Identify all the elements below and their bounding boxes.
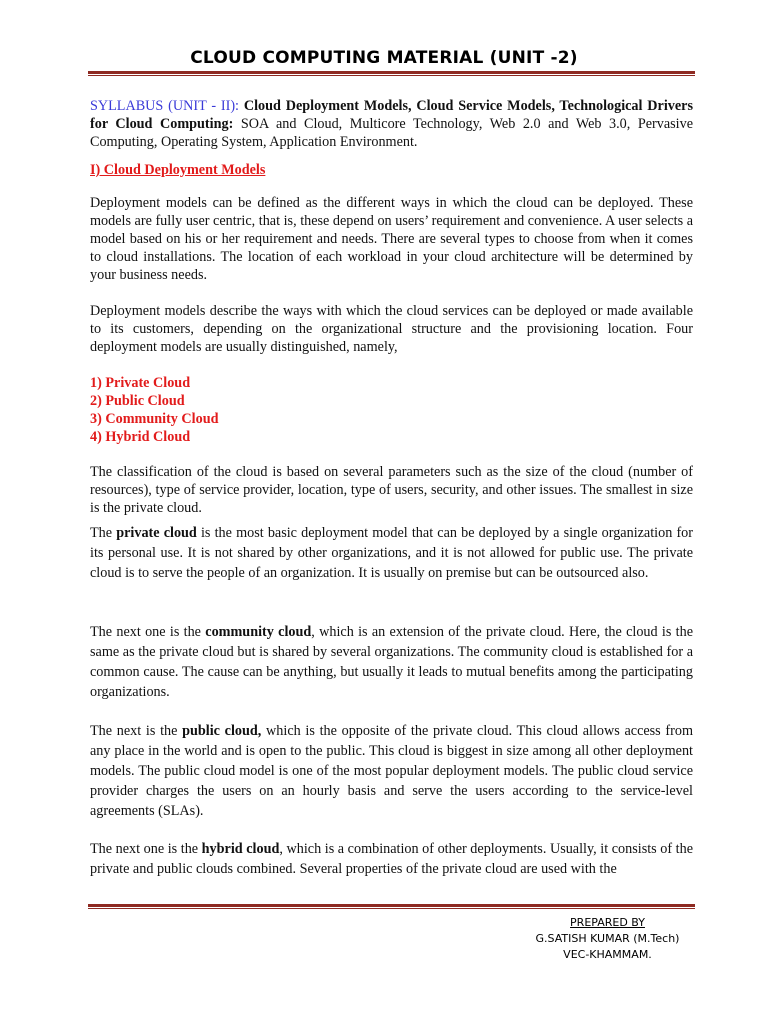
author-block [520, 915, 695, 963]
syllabus-paragraph [90, 97, 693, 151]
list-item: 4) Hybrid Cloud [90, 429, 191, 445]
text-run: , which is an extension of the private cloud. Here, the cloud is the same as the private cloud but is shared by several organizations. The community cloud is established for a common cause. The cause can be anything, but usually it leads to mutual benefits among the participating organizations. [90, 624, 693, 700]
text-run: The [90, 525, 117, 541]
term-private-cloud: private cloud [116, 525, 197, 541]
footer-rule [88, 904, 695, 909]
text-run: The next is the [90, 723, 183, 739]
author-college: VEC-KHAMMAM. [563, 948, 652, 961]
section-heading: I) Cloud Deployment Models [90, 162, 266, 178]
header-rule [88, 71, 695, 76]
paragraph-2-text: Deployment models describe the ways with which the cloud services can be deployed or made available to its customers, depending on the organizational structure and the provisioning location. Four deployment models are usually distinguished, namely, [90, 303, 693, 355]
paragraph-2 [90, 302, 693, 356]
section-heading-wrap [90, 161, 693, 179]
text-run: , which is a combination of other deployments. Usually, it consists of the private and public clouds combined. Several properties of the private cloud are used with the [90, 841, 693, 877]
syllabus-label: SYLLABUS (UNIT - II): [90, 98, 244, 114]
paragraph-private-cloud [90, 523, 693, 583]
paragraph-3 [90, 463, 693, 517]
prepared-by-label: PREPARED BY [570, 916, 645, 929]
term-public-cloud: public cloud, [182, 723, 262, 739]
page-title: CLOUD COMPUTING MATERIAL (UNIT -2) [190, 48, 578, 68]
text-run: is the most basic deployment model that can be deployed by a single organization for its personal use. It is not shared by other organizations, and it is not allowed for public use. The private cloud is to serve the people of an organization. It is usually on premise but can be outsourced also. [90, 525, 693, 581]
term-hybrid-cloud: hybrid cloud [201, 841, 280, 857]
list-item: 1) Private Cloud [90, 375, 191, 391]
paragraph-1-text: Deployment models can be defined as the different ways in which the cloud can be deployed. These models are fully user centric, that is, these depend on users’ requirement and convenience. A user selects a model based on his or her requirement and needs. There are several types to choose from when it comes to cloud installations. The location of each workload in your cloud architecture will be determined by your business needs. [90, 195, 693, 283]
deployment-model-list [90, 374, 693, 446]
paragraph-hybrid-cloud [90, 839, 693, 879]
term-community-cloud: community cloud [205, 624, 312, 640]
list-item: 2) Public Cloud [90, 393, 185, 409]
paragraph-1 [90, 194, 693, 284]
text-run: which is the opposite of the private cloud. This cloud allows access from any place in the world and is open to the public. This cloud is biggest in size among all other deployment models. The public cloud model is one of the most popular deployment models. The public cloud service provider charges the users on an hourly basis and serve the users according to the service-level agreements (SLAs). [90, 723, 693, 819]
list-item: 3) Community Cloud [90, 411, 219, 427]
paragraph-3-text: The classification of the cloud is based on several parameters such as the size of the cloud (number of resources), type of service provider, location, type of users, security, and other issues. The smallest in size is the private cloud. [90, 464, 693, 516]
text-run: The next one is the [90, 624, 206, 640]
text-run: The next one is the [90, 841, 202, 857]
paragraph-public-cloud [90, 721, 693, 821]
syllabus-topics: Cloud Deployment Models, Cloud Service Models, Technological Drivers for Cloud Computing: [90, 98, 693, 132]
paragraph-community-cloud [90, 622, 693, 702]
author-name: G.SATISH KUMAR (M.Tech) [535, 932, 680, 945]
syllabus-subtopics: SOA and Cloud, Multicore Technology, Web 2.0 and Web 3.0, Pervasive Computing, Operating System, Application Environment. [90, 116, 693, 150]
